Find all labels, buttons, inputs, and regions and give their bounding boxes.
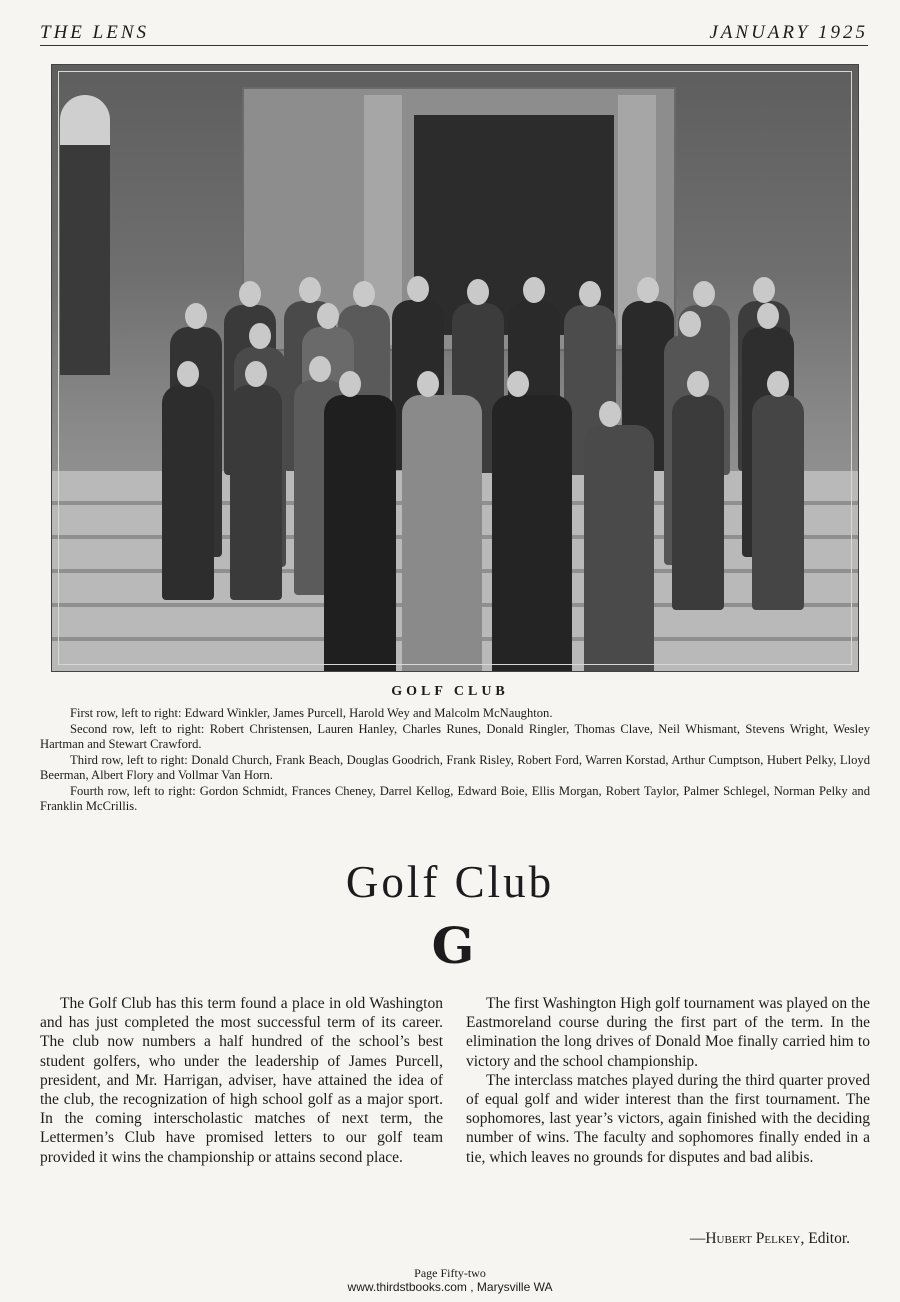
article-title: Golf Club [345, 857, 555, 907]
right-paragraph-2: The interclass matches played during the third quarter proved of equal golf and wider interest than the first tournament. The sophomores, last year’s victors, again finished with the deciding number of wins. The faculty and sophomores finally ended in a tie, which leaves no grounds for disputes and bad alibis. [466, 1071, 870, 1166]
caption-row-4: Fourth row, left to right: Gordon Schmidt, Frances Cheney, Darrel Kellog, Edward Boie, Ellis Morgan, Robert Taylor, Palmer Schlegel, Norman Pelky and Franklin McCrillis. [40, 783, 870, 813]
source-watermark: www.thirdstbooks.com , Marysville WA [347, 1280, 553, 1294]
page-header [40, 18, 868, 44]
left-paragraph-1: The Golf Club has this term found a place in old Washington and has just completed the most successful term of its career. The club now numbers a half hundred of the school’s best student golfers, who under the leadership of James Purcell, president, and Mr. Harrigan, adviser, have attained the idea of the club, the recognization of high school golf as a major sport. In the coming interscholastic matches of next term, the Lettermen’s Club have promised letters to our golf team provided it wins the championship or attains second place. [40, 995, 443, 1166]
group-photo [51, 64, 859, 672]
ornamental-initial: G [431, 916, 475, 975]
article-left-column [40, 994, 443, 1167]
article-right-column [466, 994, 870, 1167]
caption-row-1: First row, left to right: Edward Winkler, James Purcell, Harold Wey and Malcolm McNaughton. [70, 706, 553, 720]
publication-title: THE LENS [40, 22, 149, 43]
caption-title: GOLF CLUB [391, 684, 509, 699]
header-rule [40, 45, 868, 46]
caption-row-2: Second row, left to right: Robert Christensen, Lauren Hanley, Charles Runes, Donald Ringler, Thomas Clave, Neil Whismant, Stevens Wright, Wesley Hartman and Stewart Crawford. [40, 721, 870, 751]
right-paragraph-1: The first Washington High golf tournament was played on the Eastmoreland course during the first part of the term. In the elimination the long drives of Donald Moe finally carried him to victory and the school championship. [466, 995, 870, 1070]
page-number: Page Fifty-two [414, 1266, 486, 1280]
issue-date: JANUARY 1925 [709, 22, 868, 43]
photo-frame [58, 71, 852, 665]
signature-role: , Editor. [800, 1230, 850, 1247]
photo-caption [40, 706, 870, 815]
signature [690, 1230, 850, 1248]
caption-row-3: Third row, left to right: Donald Church, Frank Beach, Douglas Goodrich, Frank Risley, Robert Ford, Warren Korstad, Arthur Cumptson, Hubert Pelky, Lloyd Beerman, Albert Flory and Vollmar Van Horn. [40, 752, 870, 782]
signature-name: Hubert Pelkey [705, 1230, 801, 1247]
signature-dash: — [689, 1230, 706, 1247]
